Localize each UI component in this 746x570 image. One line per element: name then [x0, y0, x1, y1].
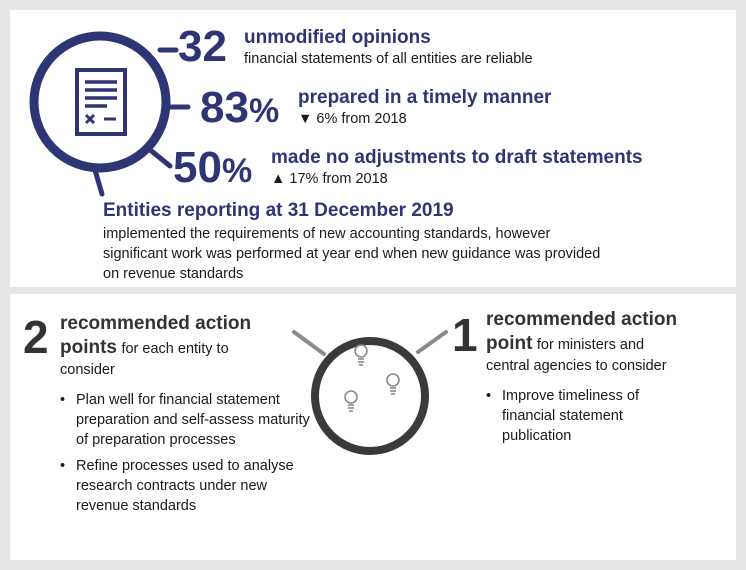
right-bullet-1: • Improve timeliness of financial statement publication: [486, 386, 686, 446]
stat-2-trend: ▼ 6% from 2018: [298, 111, 407, 127]
right-action-heading-3: central agencies to consider: [486, 358, 667, 374]
right-action-heading-2: point for ministers and: [486, 333, 645, 354]
summary-panel: [10, 10, 736, 287]
right-action-list: [486, 386, 686, 452]
left-bullet-2: • Refine processes used to analyse research contracts under new revenue standards: [60, 456, 310, 516]
lightbulb-graphic: [280, 314, 460, 474]
down-arrow-icon: ▼: [298, 111, 313, 127]
up-arrow-icon: ▲: [271, 171, 286, 187]
dark-ring-circle: [315, 341, 425, 451]
right-action-count: 1: [452, 309, 478, 361]
left-action-count: 2: [23, 311, 49, 363]
stat-3-value: 50%: [173, 143, 253, 192]
connector-line-right: [418, 332, 446, 352]
reporting-line-3: on revenue standards: [103, 266, 244, 282]
left-action-heading-3: consider: [60, 362, 115, 378]
stat-2-headline: prepared in a timely manner: [298, 87, 552, 108]
reporting-title: Entities reporting at 31 December 2019: [103, 200, 454, 221]
connector-line-3: [149, 149, 170, 166]
left-action-list: [60, 390, 310, 522]
actions-panel: [10, 294, 736, 560]
ring-circle: [34, 36, 166, 168]
lightbulb-icon: [345, 391, 357, 411]
left-action-heading-2: points for each entity to: [60, 337, 229, 358]
document-icon: [77, 70, 125, 134]
stat-3-headline: made no adjustments to draft statements: [271, 147, 643, 168]
lightbulb-icon: [355, 345, 367, 365]
reporting-line-2: significant work was performed at year end when new guidance was provided: [103, 246, 601, 262]
lightbulb-icon: [387, 374, 399, 394]
stat-1-detail: financial statements of all entities are reliable: [244, 51, 533, 67]
left-bullet-1: • Plan well for financial statement preparation and self-assess maturity of preparation processes: [60, 390, 310, 450]
reporting-line-1: implemented the requirements of new accounting standards, however: [103, 226, 551, 242]
stat-2-value: 83%: [200, 83, 280, 132]
left-action-heading-1: recommended action: [60, 313, 252, 334]
stat-3-trend: ▲ 17% from 2018: [271, 171, 388, 187]
connector-line-left: [294, 332, 324, 354]
stat-1-value: 32: [178, 22, 227, 71]
connector-line-4: [95, 170, 102, 194]
right-action-heading-1: recommended action: [486, 309, 678, 330]
stat-1-headline: unmodified opinions: [244, 27, 431, 48]
